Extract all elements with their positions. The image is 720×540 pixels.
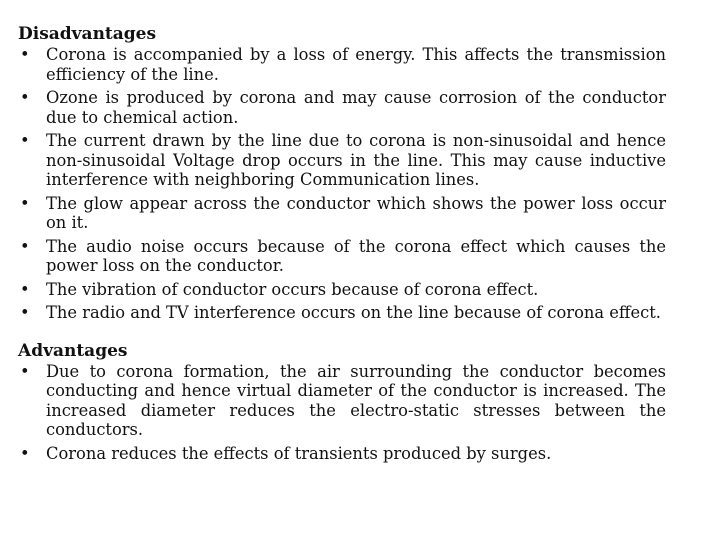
bullet-icon: •	[20, 88, 30, 107]
bullet-icon: •	[20, 361, 30, 381]
bullet-icon: •	[20, 193, 30, 213]
list-item-text: The audio noise occurs because of the corona effect which causes the power loss on the conductor.	[46, 236, 666, 275]
list-item-text: The radio and TV interference occurs on the line because of corona effect.	[46, 303, 661, 322]
list-item	[18, 280, 666, 300]
document-page	[18, 24, 666, 467]
list-item	[18, 444, 666, 464]
bullet-icon: •	[20, 443, 30, 463]
bullet-icon: •	[20, 45, 30, 64]
disadvantages-heading: Disadvantages	[18, 24, 157, 44]
list-item	[18, 303, 666, 323]
disadvantages-list	[18, 45, 666, 323]
list-item-text: Corona reduces the effects of transients produced by surges.	[46, 443, 552, 463]
list-item-text: Ozone is produced by corona and may cause corrosion of the conductor due to chemical action.	[46, 88, 666, 127]
bullet-icon: •	[20, 303, 30, 322]
advantages-heading: Advantages	[18, 340, 128, 361]
bullet-icon: •	[20, 131, 30, 150]
bullet-icon: •	[20, 236, 30, 256]
disadvantages-section	[18, 24, 666, 323]
list-item-text: The vibration of conductor occurs because of corona effect.	[46, 279, 539, 299]
section-spacer	[18, 327, 666, 341]
list-item	[18, 88, 666, 127]
list-item	[18, 362, 666, 440]
bullet-icon: •	[20, 279, 30, 299]
list-item-text: Corona is accompanied by a loss of energy. This affects the transmission efficiency of the line.	[46, 45, 666, 84]
list-item-text: The glow appear across the conductor which shows the power loss occur on it.	[46, 193, 666, 232]
advantages-list	[18, 362, 666, 464]
list-item	[18, 237, 666, 276]
list-item	[18, 194, 666, 233]
list-item-text: Due to corona formation, the air surrounding the conductor becomes conducting and hence virtual diameter of the conductor is increased. The increased diameter reduces the electro-static stresses between the conductors.	[46, 361, 666, 439]
list-item-text: The current drawn by the line due to corona is non-sinusoidal and hence non-sinusoidal Voltage drop occurs in the line. This may cause inductive interference with neighboring Communication lines.	[46, 131, 666, 189]
list-item	[18, 131, 666, 190]
list-item	[18, 45, 666, 84]
advantages-section	[18, 341, 666, 464]
